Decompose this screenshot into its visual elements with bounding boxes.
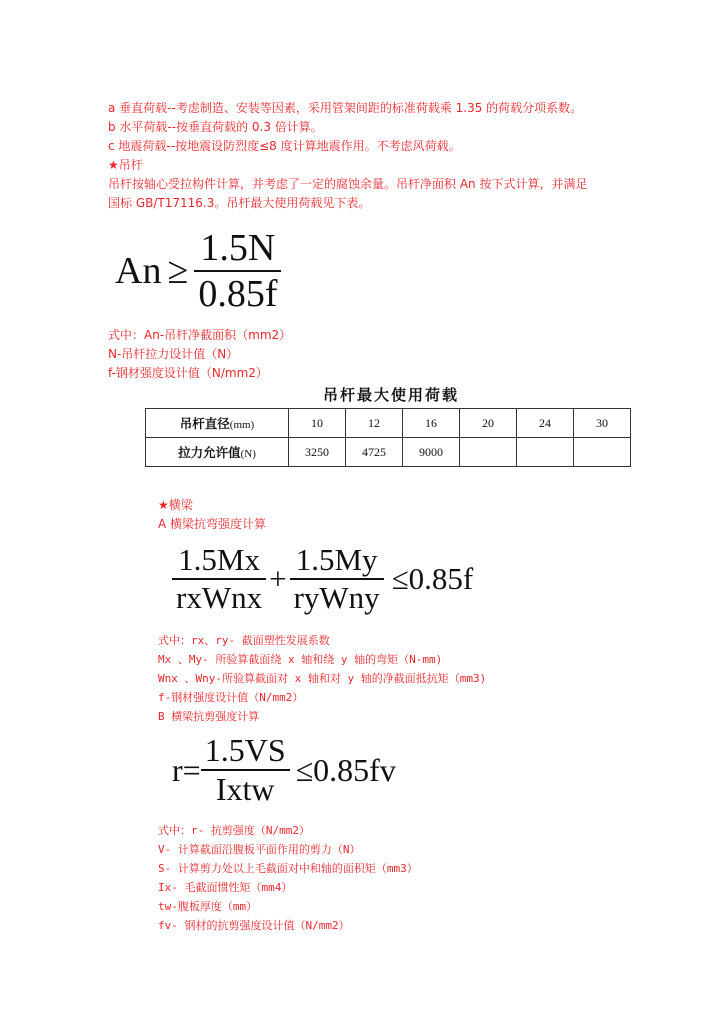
load-table-caption: 吊杆最大使用荷载 (323, 386, 460, 404)
row-label-load: 拉力允许值(N) (146, 438, 289, 467)
formula1-lhs: An (115, 250, 162, 292)
formula3-rhs: ≤0.85fv (295, 751, 396, 788)
section-beam-heading: ★横梁 (158, 498, 193, 512)
formula2-rhs: ≤0.85f (391, 561, 474, 596)
load-table (145, 408, 631, 467)
beam-bending-title: A 横梁抗弯强度计算 (158, 517, 267, 531)
formula2-fraction-x (172, 542, 266, 616)
formula2-den2: ryWny (293, 580, 380, 615)
formula1-var-an: 式中：An-吊杆净截面积（mm2） (108, 328, 292, 342)
formula3-denominator: Ixtw (215, 771, 275, 807)
formula3-var-v: V- 计算截面沿腹板平面作用的剪力（N） (158, 843, 361, 856)
table-cell: 9000 (403, 438, 460, 467)
formula3-fraction (201, 732, 290, 808)
table-cell (460, 438, 517, 467)
formula2-var-w: Wnx 、Wny-所验算截面对 x 轴和对 y 轴的净截面抵抗矩（mm3) (158, 672, 487, 685)
formula2-var-f: f-钢材强度设计值（N/mm2） (158, 691, 304, 704)
table-cell: 30 (574, 409, 631, 438)
table-cell (517, 438, 574, 467)
formula1-operator: ≥ (167, 250, 189, 292)
formula1-denominator: 0.85f (198, 273, 278, 315)
table-cell (574, 438, 631, 467)
table-cell: 4725 (346, 438, 403, 467)
formula3-var-tw: tw-腹板厚度（mm） (158, 900, 258, 913)
table-row (146, 438, 631, 467)
formula2-var-r: 式中：rx、ry- 截面塑性发展系数 (158, 634, 330, 647)
table-cell: 24 (517, 409, 574, 438)
hanger-description-2: 国标 GB/T17116.3。吊杆最大使用荷载见下表。 (108, 196, 371, 210)
formula3-var-s: S- 计算剪力处以上毛截面对中和轴的面积矩（mm3） (158, 862, 418, 875)
table-cell: 20 (460, 409, 517, 438)
formula3-var-ix: Ix- 毛截面惯性矩（mm4） (158, 881, 293, 894)
formula2-var-m: Mx 、My- 所验算截面绕 x 轴和绕 y 轴的弯矩（N-mm) (158, 653, 443, 666)
formula1-var-f: f-钢材强度设计值（N/mm2） (108, 366, 268, 380)
formula1-numerator: 1.5N (200, 227, 276, 269)
table-cell: 16 (403, 409, 460, 438)
hanger-description-1: 吊杆按轴心受拉构件计算，并考虑了一定的腐蚀余量。吊杆净面积 An 按下式计算，并满足 (108, 177, 588, 191)
formula2-num1: 1.5Mx (178, 542, 260, 577)
formula1-var-n: N-吊杆拉力设计值（N） (108, 347, 239, 361)
table-row (146, 409, 631, 438)
table-cell: 3250 (289, 438, 346, 467)
table-cell: 12 (346, 409, 403, 438)
formula-shear (172, 732, 396, 808)
formula-net-area (115, 226, 281, 316)
formula2-num2: 1.5My (295, 542, 378, 577)
formula3-var-r: 式中：r- 抗剪强度（N/mm2） (158, 824, 310, 837)
section-hanger-heading: ★吊杆 (108, 158, 143, 172)
formula3-lhs: r= (172, 751, 201, 788)
load-line-a: a 垂直荷载--考虑制造、安装等因素，采用管架间距的标准荷载乘 1.35 的荷载分项系数。 (108, 101, 583, 115)
formula3-numerator: 1.5VS (204, 732, 286, 768)
beam-shear-title: B 横梁抗剪强度计算 (158, 710, 260, 723)
formula2-plus: + (269, 561, 287, 596)
formula2-den1: rxWnx (176, 580, 263, 615)
formula1-fraction (194, 226, 281, 316)
table-cell: 10 (289, 409, 346, 438)
formula3-var-fv: fv- 钢材的抗剪强度设计值（N/mm2） (158, 919, 350, 932)
formula2-fraction-y (290, 542, 384, 616)
row-label-diameter: 吊杆直径(mm) (146, 409, 289, 438)
load-line-c: c 地震荷载--按地震设防烈度≤8 度计算地震作用。不考虑风荷载。 (108, 139, 461, 153)
formula-bending (172, 542, 473, 616)
load-line-b: b 水平荷载--按垂直荷载的 0.3 倍计算。 (108, 120, 323, 134)
